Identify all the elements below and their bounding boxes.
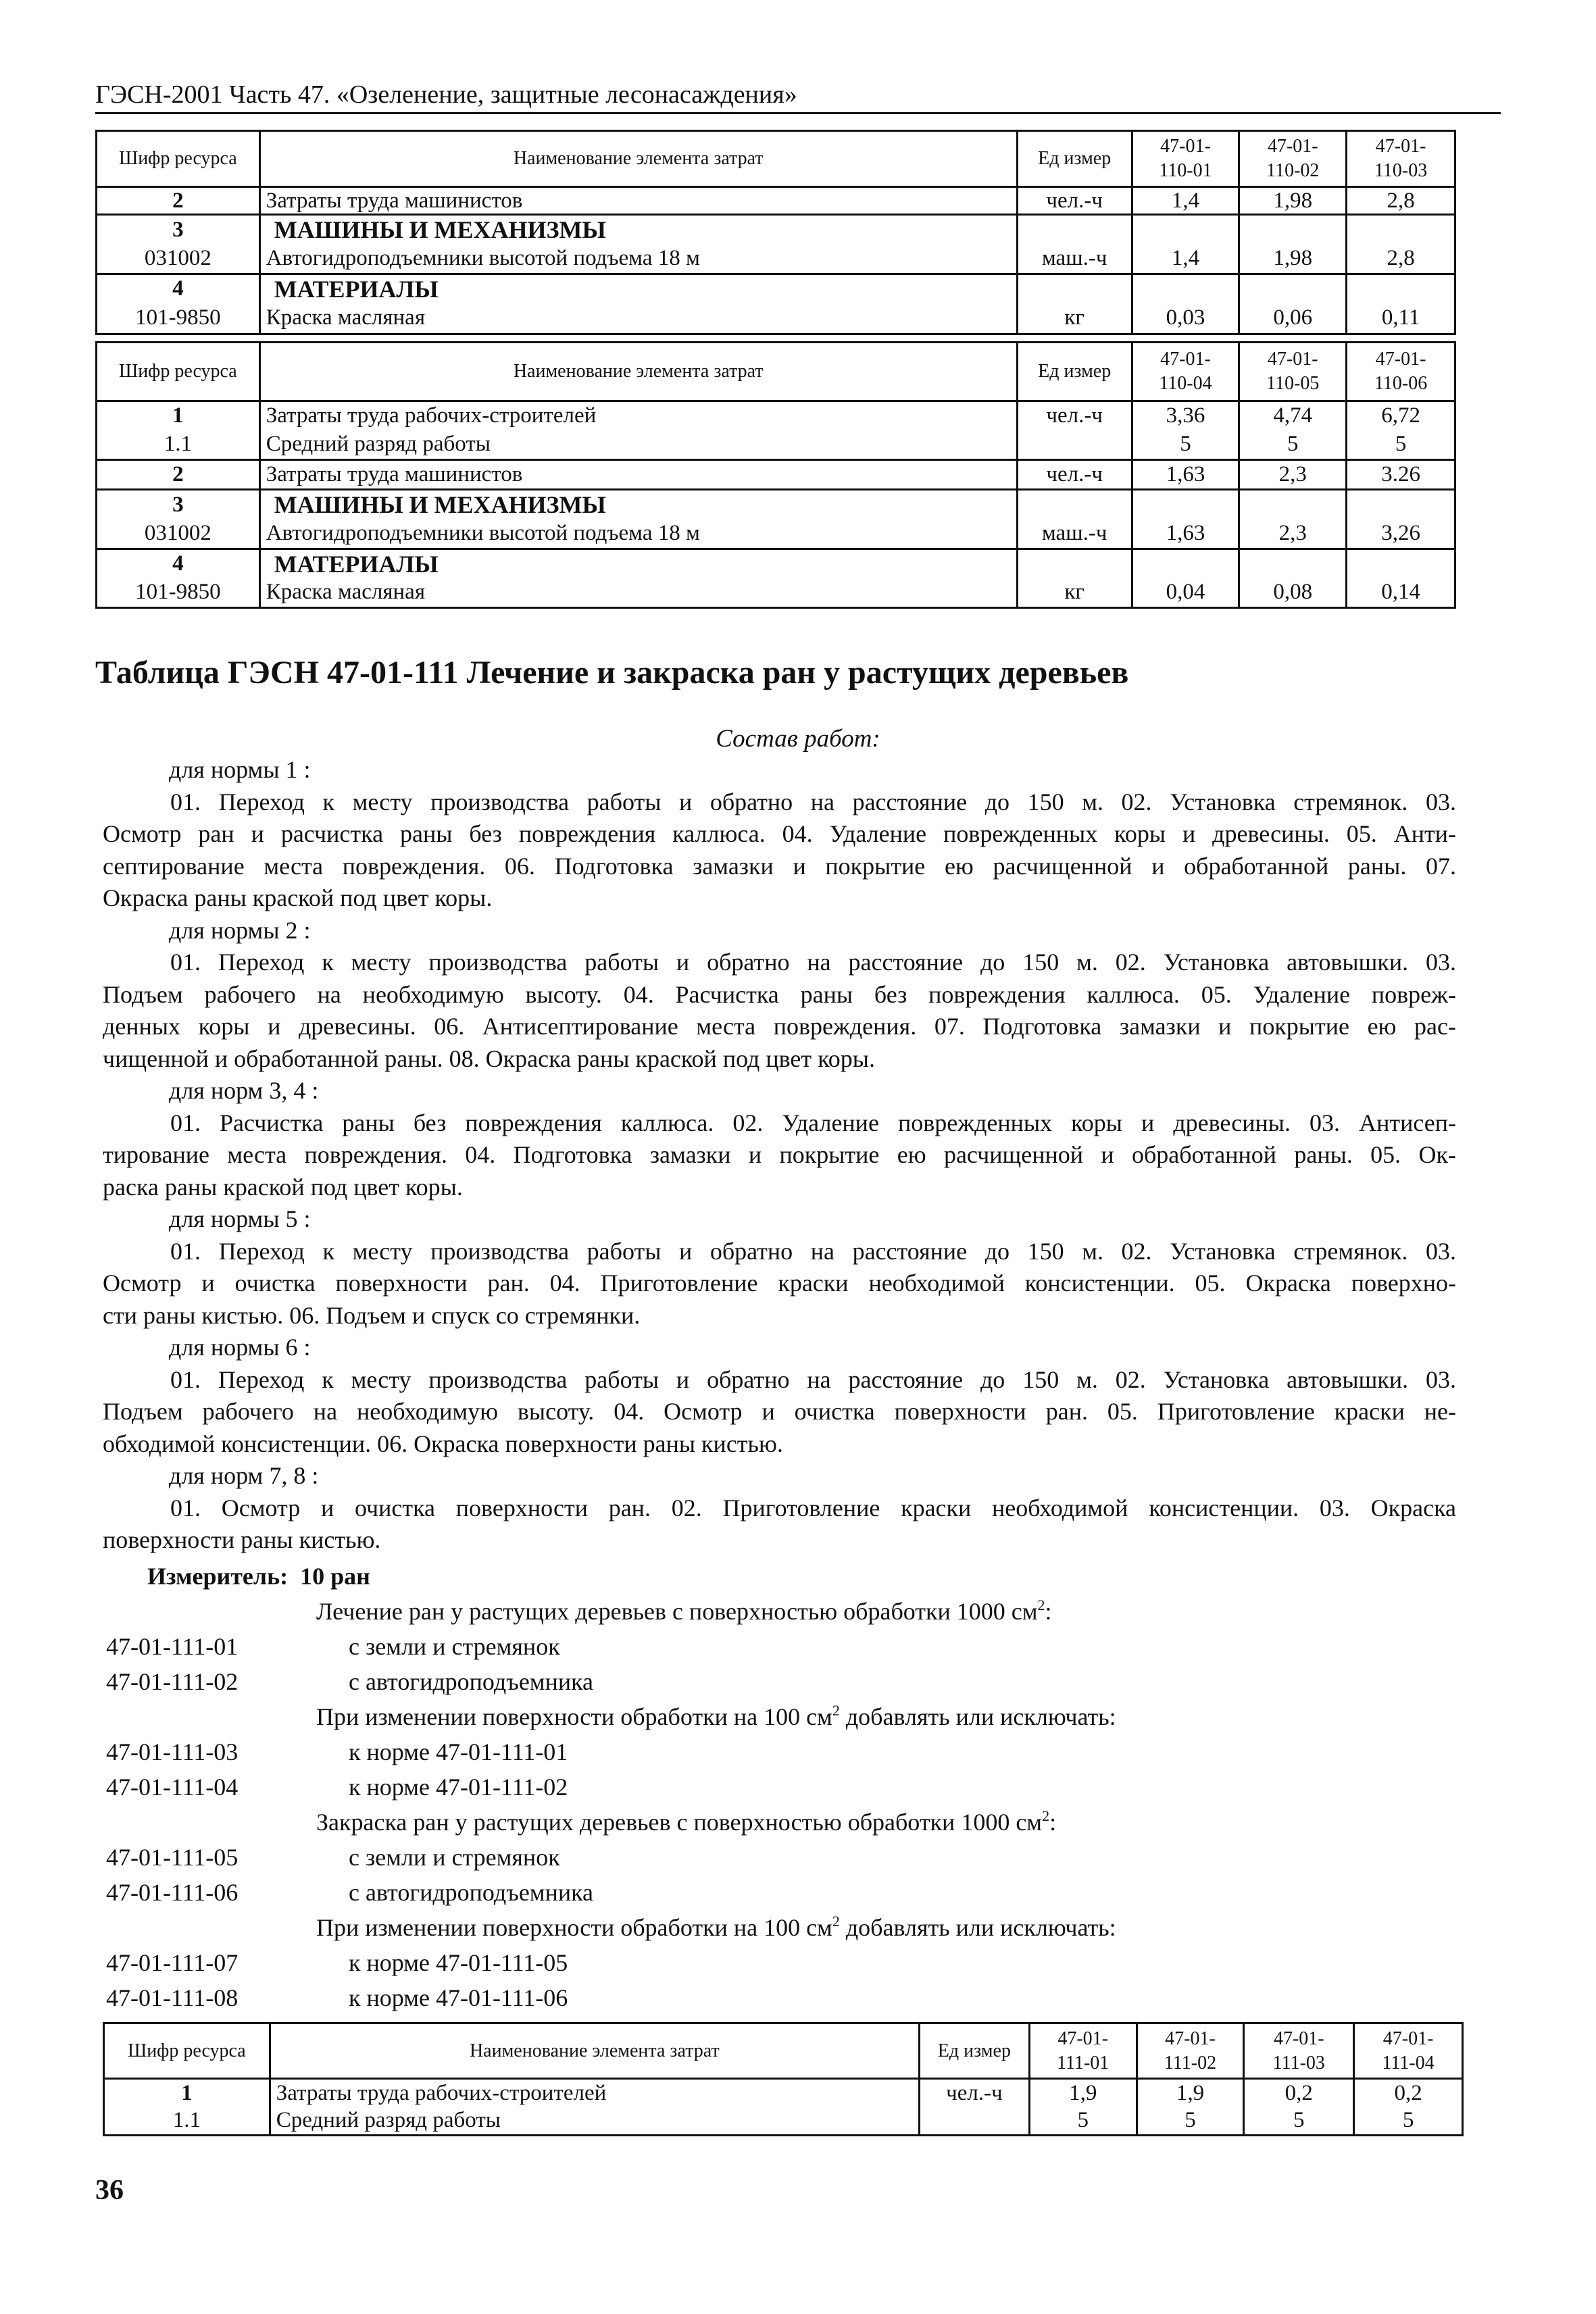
measure-group-heading — [103, 1594, 1454, 1629]
norm-code: 47-01-111-03 — [106, 1738, 239, 1765]
page-number: 36 — [95, 2175, 124, 2206]
col-norm: 47-01- 111-04 — [1354, 2023, 1463, 2079]
col-norm: 47-01- 111-01 — [1029, 2023, 1137, 2079]
paragraph-line: поверхности раны кистью. — [103, 1526, 381, 1553]
measure-item — [103, 1980, 1454, 2015]
superscript: 2 — [832, 1702, 840, 1719]
norm-description: с автогидроподъемника — [349, 1879, 594, 1906]
norm-label: для норм 3, 4 : — [169, 1077, 319, 1104]
resource-table-111-01-04 — [103, 2022, 1464, 2136]
paragraph-line: 01. Осмотр и очистка поверхности ран. 02. Приготовление краски необходимой консистенции. 03. Окраска — [170, 1494, 1456, 1521]
paragraph-line: Окраска раны краской под цвет коры. — [103, 884, 493, 911]
heading-suffix: добавлять или исключать: — [839, 1914, 1116, 1941]
col-norm: 47-01- 110-02 — [1239, 131, 1347, 187]
table-row: 1 Затраты труда рабочих-строителей чел.-ч 3,36 4,74 6,72 — [97, 401, 1455, 430]
table-row: 031002 Автогидроподъемники высотой подъема 18 м маш.-ч 1,4 1,98 2,8 — [97, 244, 1455, 274]
table-row: 101-9850 Краска масляная кг 0,03 0,06 0,11 — [97, 303, 1455, 334]
norm-code: 47-01-111-01 — [106, 1633, 239, 1660]
norm-label: для нормы 6 : — [169, 1334, 311, 1361]
norm-code: 47-01-111-08 — [106, 1984, 239, 2011]
col-unit: Ед измер — [1017, 131, 1132, 187]
section-title: Таблица ГЭСН 47-01-111 Лечение и закраска ран у растущих деревьев — [95, 655, 1129, 690]
norm-code: 47-01-111-02 — [106, 1668, 239, 1695]
table-row: 2 Затраты труда машинистов чел.-ч 1,63 2,3 3.26 — [97, 460, 1455, 490]
col-norm: 47-01- 110-04 — [1132, 343, 1239, 401]
heading-text: При изменении поверхности обработки на 100 см — [316, 1703, 832, 1730]
table-row: 2 Затраты труда машинистов чел.-ч 1,4 1,98 2,8 — [97, 187, 1455, 215]
superscript: 2 — [832, 1913, 840, 1930]
paragraph-line: Подъем рабочего на необходимую высоту. 04. Осмотр и очистка поверхности ран. 05. Приготовление краски не- — [103, 1398, 1456, 1425]
resource-table-110-04-06 — [95, 341, 1456, 609]
heading-suffix: добавлять или исключать: — [839, 1703, 1116, 1730]
norm-description: к норме 47-01-111-06 — [349, 1984, 568, 2011]
paragraph-line: сти раны кистью. 06. Подъем и спуск со стремянки. — [103, 1301, 641, 1329]
norm-label: для нормы 1 : — [169, 756, 311, 783]
norm-code: 47-01-111-05 — [106, 1844, 239, 1871]
col-norm: 47-01- 110-03 — [1347, 131, 1455, 187]
table-row: 101-9850 Краска масляная кг 0,04 0,08 0,14 — [97, 578, 1455, 608]
col-name: Наименование элемента затрат — [259, 131, 1017, 187]
norm-label: для нормы 2 : — [169, 916, 311, 944]
col-code: Шифр ресурса — [97, 343, 260, 401]
measure-group-heading — [103, 1699, 1454, 1734]
paragraph-line: септирование места повреждения. 06. Подготовка замазки и покрытие ею расчищенной и обработанной раны. 07. — [103, 852, 1456, 880]
col-norm: 47-01- 110-06 — [1347, 343, 1455, 401]
superscript: 2 — [1037, 1596, 1045, 1613]
table-row: 1 Затраты труда рабочих-строителей чел.-ч 1,9 1,9 0,2 0,2 — [104, 2079, 1463, 2107]
norm-code: 47-01-111-06 — [106, 1879, 239, 1906]
norm-description: с автогидроподъемника — [349, 1668, 594, 1695]
resource-table-110-01-03 — [95, 130, 1456, 335]
col-name: Наименование элемента затрат — [259, 343, 1017, 401]
col-norm: 47-01- 111-02 — [1137, 2023, 1244, 2079]
col-code: Шифр ресурса — [97, 131, 260, 187]
measure-item — [103, 1769, 1454, 1805]
norm-description: к норме 47-01-111-01 — [349, 1738, 568, 1765]
col-norm: 47-01- 110-01 — [1132, 131, 1239, 187]
col-unit: Ед измер — [919, 2023, 1029, 2079]
norm-label: для норм 7, 8 : — [169, 1462, 319, 1489]
paragraph-line: раска раны краской под цвет коры. — [103, 1173, 463, 1201]
norm-description: к норме 47-01-111-05 — [349, 1949, 568, 1976]
paragraph-line: Подъем рабочего на необходимую высоту. 04. Расчистка раны без повреждения каллюса. 05. Удаление повреж- — [103, 980, 1456, 1008]
measure-item — [103, 1734, 1454, 1769]
col-code: Шифр ресурса — [104, 2023, 270, 2079]
table-row: 031002 Автогидроподъемники высотой подъема 18 м маш.-ч 1,63 2,3 3,26 — [97, 519, 1455, 549]
paragraph-line: чищенной и обработанной раны. 08. Окраска раны краской под цвет коры. — [103, 1045, 875, 1072]
table-row: 3 МАШИНЫ И МЕХАНИЗМЫ — [97, 215, 1455, 245]
table-row: 1.1 Средний разряд работы 5 5 5 — [97, 430, 1455, 460]
norm-description: к норме 47-01-111-02 — [349, 1774, 568, 1801]
table-row: 3 МАШИНЫ И МЕХАНИЗМЫ — [97, 490, 1455, 520]
col-norm: 47-01- 111-03 — [1244, 2023, 1354, 2079]
paragraph-line: обходимой консистенции. 06. Окраска поверхности раны кистью. — [103, 1430, 783, 1457]
paragraph-line: Осмотр ран и расчистка раны без повреждения каллюса. 04. Удаление поврежденных коры и древесины. 05. Анти- — [103, 820, 1456, 847]
table-row: 1.1 Средний разряд работы 5 5 5 5 — [104, 2107, 1463, 2136]
norm-description: с земли и стремянок — [349, 1633, 560, 1660]
norm-label: для нормы 5 : — [169, 1205, 311, 1232]
norm-description: с земли и стремянок — [349, 1844, 560, 1871]
heading-text: Лечение ран у растущих деревьев с поверхностью обработки 1000 см — [316, 1598, 1038, 1625]
superscript: 2 — [1042, 1807, 1050, 1824]
table-row: 4 МАТЕРИАЛЫ — [97, 274, 1455, 303]
measure-item — [103, 1875, 1454, 1910]
paragraph-line: 01. Переход к месту производства работы и обратно на расстояние до 150 м. 02. Установка стремянок. 03. — [170, 788, 1456, 815]
work-composition-heading: Состав работ: — [716, 725, 880, 753]
paragraph-line: 01. Переход к месту производства работы и обратно на расстояние до 150 м. 02. Установка автовышки. 03. — [170, 949, 1456, 976]
work-composition-body — [103, 754, 1456, 1557]
table-row: 4 МАТЕРИАЛЫ — [97, 549, 1455, 578]
paragraph-line: Осмотр и очистка поверхности ран. 04. Приготовление краски необходимой консистенции. 05. Окраска поверхно- — [103, 1269, 1456, 1297]
measure-item — [103, 1840, 1454, 1875]
measure-item — [103, 1664, 1454, 1699]
paragraph-line: 01. Переход к месту производства работы и обратно на расстояние до 150 м. 02. Установка стремянок. 03. — [170, 1237, 1456, 1265]
norm-code: 47-01-111-04 — [106, 1774, 239, 1801]
heading-text: Закраска ран у растущих деревьев с поверхностью обработки 1000 см — [316, 1809, 1043, 1836]
heading-suffix: : — [1049, 1809, 1057, 1836]
col-name: Наименование элемента затрат — [270, 2023, 919, 2079]
col-norm: 47-01- 110-05 — [1239, 343, 1347, 401]
norm-code: 47-01-111-07 — [106, 1949, 239, 1976]
measure-item — [103, 1945, 1454, 1980]
paragraph-line: тирование места повреждения. 04. Подготовка замазки и покрытие ею расчищенной и обработанной раны. 05. Ок- — [103, 1141, 1456, 1168]
measures-block — [103, 1559, 1454, 2015]
measure-unit: Измеритель: 10 ран — [147, 1563, 370, 1590]
paragraph-line: 01. Расчистка раны без повреждения каллюса. 02. Удаление поврежденных коры и древесины. 03. Антисеп- — [170, 1109, 1456, 1136]
heading-text: При изменении поверхности обработки на 100 см — [316, 1914, 832, 1941]
measure-group-heading — [103, 1805, 1454, 1840]
col-unit: Ед измер — [1017, 343, 1132, 401]
heading-suffix: : — [1045, 1598, 1052, 1625]
paragraph-line: денных коры и древесины. 06. Антисептирование места повреждения. 07. Подготовка замазки и покрытие ею рас- — [103, 1013, 1456, 1040]
measure-item — [103, 1629, 1454, 1664]
paragraph-line: 01. Переход к месту производства работы и обратно на расстояние до 150 м. 02. Установка автовышки. 03. — [170, 1365, 1456, 1393]
running-header: ГЭСН-2001 Часть 47. «Озеленение, защитные лесонасаждения» — [95, 80, 1501, 114]
measure-group-heading — [103, 1910, 1454, 1945]
